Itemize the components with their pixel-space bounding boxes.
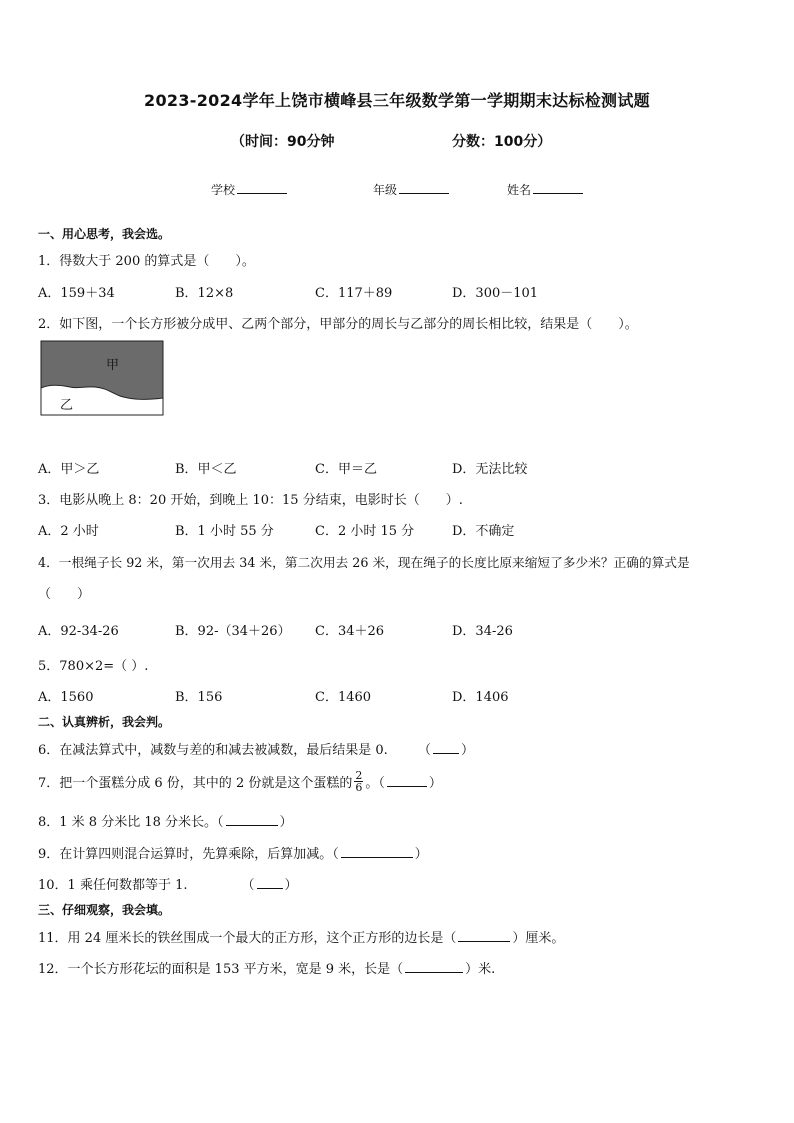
q5-option-b: B．156 <box>175 690 223 705</box>
grade-field <box>373 181 449 198</box>
q5-option-c: C．1460 <box>315 690 372 705</box>
exam-time: （时间：90分钟 <box>231 134 335 150</box>
q7-fraction <box>354 770 363 793</box>
q6-paren-close: ） <box>460 743 474 758</box>
grade-blank <box>399 181 449 194</box>
name-blank <box>533 181 583 194</box>
section-2-heading: 二、认真辨析，我会判。 <box>38 715 171 729</box>
q9-paren-close: ） <box>414 847 428 862</box>
question-6 <box>38 739 474 758</box>
q9-answer-blank[interactable] <box>341 844 413 858</box>
q4-option-d: D．34-26 <box>452 624 513 639</box>
q3-option-c: C．2 小时 15 分 <box>315 524 415 539</box>
name-label: 姓名 <box>507 183 532 197</box>
q6-paren-open: （ <box>417 743 431 758</box>
q8-paren-close: ） <box>279 815 293 830</box>
q1-option-b: B．12×8 <box>175 286 234 301</box>
school-field <box>211 181 287 198</box>
q4-option-a: A．92-34-26 <box>38 624 119 639</box>
q7-answer-blank[interactable] <box>387 773 427 787</box>
q2-option-c: C．甲＝乙 <box>315 462 377 477</box>
q3-option-b: B．1 小时 55 分 <box>175 524 274 539</box>
q11-answer-blank[interactable] <box>458 928 510 942</box>
q5-option-a: A．1560 <box>38 690 94 705</box>
q2-option-d: D．无法比较 <box>452 462 528 477</box>
question-4-line2: （ ） <box>38 587 91 602</box>
section-1-heading: 一、用心思考，我会选。 <box>38 227 171 241</box>
q8-answer-blank[interactable] <box>226 812 278 826</box>
q3-option-d: D．不确定 <box>452 524 515 539</box>
q3-option-a: A．2 小时 <box>38 524 99 539</box>
q7-paren-close: ） <box>428 776 442 791</box>
q10-paren-close: ） <box>284 878 298 893</box>
q10-paren-open: （ <box>241 878 255 893</box>
q8-stem: 8．1 米 8 分米比 18 分米长。（ <box>38 815 224 830</box>
q1-option-d: D．300－101 <box>452 286 539 301</box>
q7-fraction-denominator: 6 <box>355 781 363 794</box>
q10-stem: 10．1 乘任何数都等于 1. <box>38 878 188 893</box>
name-field <box>507 181 583 198</box>
question-4-line1: 4．一根绳子长 92 米，第一次用去 34 米，第二次用去 26 米，现在绳子的长度比原来缩短了多少米？正确的算式是 <box>38 555 690 570</box>
q11-stem: 11．用 24 厘米长的铁丝围成一个最大的正方形，这个正方形的边长是（ <box>38 931 457 946</box>
q10-answer-blank[interactable] <box>257 875 283 889</box>
q11-tail: ）厘米。 <box>512 931 565 946</box>
question-12 <box>38 958 495 977</box>
question-9 <box>38 843 428 862</box>
label-jia: 甲 <box>106 358 120 373</box>
school-blank <box>237 181 287 194</box>
exam-score: 分数：100分） <box>452 134 552 150</box>
q12-stem: 12．一个长方形花坛的面积是 153 平方米，宽是 9 米，长是（ <box>38 962 404 977</box>
rectangle-figure <box>40 340 165 417</box>
q5-option-d: D．1406 <box>452 690 509 705</box>
page-title: 2023-2024学年上饶市横峰县三年级数学第一学期期末达标检测试题 <box>144 91 650 110</box>
q6-stem: 6．在减法算式中，减数与差的和减去被减数，最后结果是 0. <box>38 743 388 758</box>
q1-option-a: A．159＋34 <box>38 286 115 301</box>
q2-option-b: B．甲＜乙 <box>175 462 237 477</box>
question-1: 1．得数大于 200 的算式是（ ）。 <box>38 254 255 269</box>
q4-option-c: C．34＋26 <box>315 624 385 639</box>
q2-option-a: A．甲＞乙 <box>38 462 100 477</box>
section-3-heading: 三、仔细观察，我会填。 <box>38 903 171 917</box>
q7-stem: 7．把一个蛋糕分成 6 份，其中的 2 份就是这个蛋糕的 <box>38 776 353 791</box>
question-10 <box>38 874 298 893</box>
question-8 <box>38 811 293 830</box>
q7-fraction-numerator: 2 <box>355 769 363 782</box>
question-5: 5．780×2=（ ）. <box>38 659 149 674</box>
q1-option-c: C．117＋89 <box>315 286 393 301</box>
question-3: 3．电影从晚上 8：20 开始，到晚上 10：15 分结束，电影时长（ ）. <box>38 493 463 508</box>
school-label: 学校 <box>211 183 236 197</box>
q6-answer-blank[interactable] <box>433 740 459 754</box>
q7-tail: 。（ <box>365 776 385 791</box>
q12-tail: ）米. <box>465 962 496 977</box>
question-7 <box>38 769 442 795</box>
q4-option-b: B．92-（34＋26） <box>175 624 291 639</box>
q9-stem: 9．在计算四则混合运算时，先算乘除，后算加减。（ <box>38 847 339 862</box>
question-11 <box>38 927 564 946</box>
grade-label: 年级 <box>373 183 398 197</box>
q12-answer-blank[interactable] <box>405 959 463 973</box>
label-yi: 乙 <box>60 398 74 413</box>
question-2: 2．如下图，一个长方形被分成甲、乙两个部分，甲部分的周长与乙部分的周长相比较，结果是（ ）。 <box>38 317 638 332</box>
